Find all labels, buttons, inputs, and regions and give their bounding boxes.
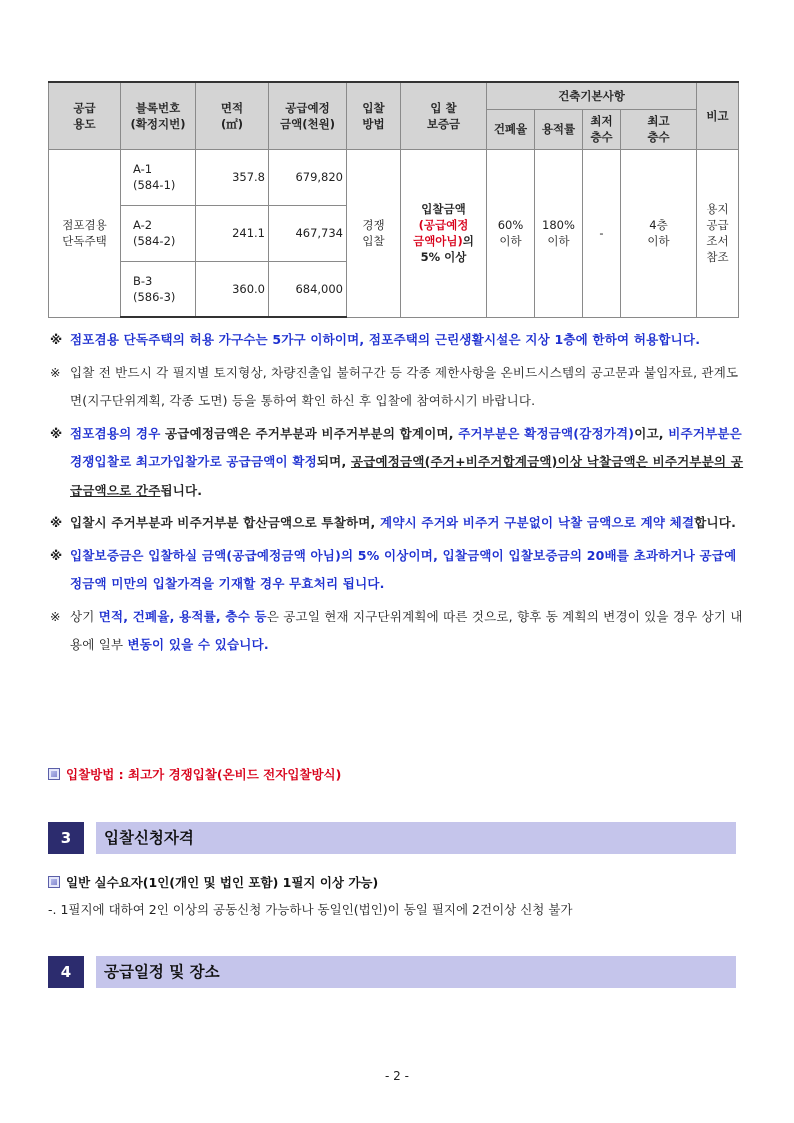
note-price-composition bbox=[48, 420, 748, 506]
deposit-red: (공급예정 금액아님) bbox=[413, 218, 469, 248]
note-text: 면적, 건폐율, 용적률, 층수 등 bbox=[98, 608, 267, 624]
cell-use: 점포겸용 단독주택 bbox=[49, 149, 121, 317]
eligibility-note: -. 1필지에 대하여 2인 이상의 공동신청 가능하나 동일인(법인)이 동일 필지에 2건이상 신청 불가 bbox=[48, 902, 573, 917]
note-changes bbox=[48, 603, 748, 660]
note-text: 공급예정금액(주거+비주거합계금액)이상 낙찰금액은 비주거부분의 공급금액으로 간주 bbox=[70, 454, 744, 498]
note-text: 점포겸용 단독주택의 허용 가구수는 5가구 이하이며, 점포주택의 근린생활시설은 지상 1층에 한하여 허용합니다. bbox=[70, 332, 701, 347]
cell-price: 679,820 bbox=[269, 149, 347, 205]
header-method: 입찰 방법 bbox=[347, 82, 401, 149]
cell-min-floors: - bbox=[583, 149, 621, 317]
note-text: 입찰시 주거부분과 비주거부분 합산금액으로 투찰하며, bbox=[70, 515, 381, 530]
section-number: 3 bbox=[48, 822, 84, 854]
section-title: 입찰신청자격 bbox=[96, 822, 736, 854]
header-coverage: 건폐율 bbox=[487, 109, 535, 149]
note-household-limit bbox=[48, 326, 748, 355]
page-number: - 2 - bbox=[385, 1069, 409, 1083]
deposit-suffix: 의 bbox=[462, 234, 474, 248]
cell-far: 180% 이하 bbox=[535, 149, 583, 317]
note-text: 되며, bbox=[316, 454, 351, 469]
note-bid-total bbox=[48, 509, 748, 538]
header-deposit: 입 찰 보증금 bbox=[401, 82, 487, 149]
square-bullet-icon bbox=[48, 768, 60, 780]
note-text: 점포겸용의 경우 bbox=[70, 425, 161, 441]
cell-method: 경쟁 입찰 bbox=[347, 149, 401, 317]
section-4-heading bbox=[48, 956, 736, 988]
header-price: 공급예정 금액(천원) bbox=[269, 82, 347, 149]
deposit-line1: 입찰금액 bbox=[421, 202, 466, 216]
cell-block: B-3 (586-3) bbox=[121, 261, 196, 317]
note-text: 입찰 전 반드시 각 필지별 토지형상, 차량진출입 불허구간 등 각종 제한사항을 온비드시스템의 공고문과 붙임자료, 관계도면(지구단위계획, 각종 도면) 등을 통하여 확인 하신 후 입찰에 참여하시기 바랍니다. bbox=[70, 364, 739, 408]
header-block: 블록번호 (확정지번) bbox=[121, 82, 196, 149]
note-mark: ※ bbox=[50, 364, 61, 380]
note-text: 됩니다. bbox=[160, 482, 203, 498]
section-title: 공급일정 및 장소 bbox=[96, 956, 736, 988]
cell-block: A-2 (584-2) bbox=[121, 205, 196, 261]
note-text: 공급예정금액은 주거부분과 비주거부분의 합계이며, bbox=[160, 425, 459, 441]
header-max-floors: 최고 층수 bbox=[621, 109, 697, 149]
supply-table bbox=[48, 81, 739, 318]
header-area: 면적 (㎡) bbox=[196, 82, 269, 149]
cell-price: 684,000 bbox=[269, 261, 347, 317]
cell-price: 467,734 bbox=[269, 205, 347, 261]
note-restrictions bbox=[48, 359, 748, 416]
note-text: 주거부분은 확정금액(감정가격) bbox=[458, 425, 635, 441]
header-min-floors: 최저 층수 bbox=[583, 109, 621, 149]
header-building-group: 건축기본사항 bbox=[487, 82, 697, 109]
square-bullet-icon bbox=[48, 876, 60, 888]
eligibility-title bbox=[48, 874, 378, 892]
note-text: 은 공고일 현재 지구단위계획에 따른 것으로, 향후 동 계획의 변경이 있을 경우 상기 내용에 일부 bbox=[70, 608, 743, 652]
note-text: 변동이 있을 수 있습니다. bbox=[127, 637, 269, 652]
header-remarks: 비고 bbox=[697, 82, 739, 149]
section-3-heading bbox=[48, 822, 736, 854]
eligibility-title-text: 일반 실수요자(1인(개인 및 법인 포함) 1필지 이상 가능) bbox=[66, 875, 379, 890]
note-text: 입찰보증금은 입찰하실 금액(공급예정금액 아님)의 5% 이상이며, 입찰금액이 입찰보증금의 20배를 초과하거나 공급예정금액 미만의 입찰가격을 기재할 경우 무효처리 됩니다. bbox=[70, 547, 737, 591]
note-mark: ※ bbox=[50, 608, 61, 624]
note-mark: ※ bbox=[50, 547, 63, 563]
note-text: 합니다. bbox=[694, 515, 737, 530]
cell-remarks: 용지 공급 조서 참조 bbox=[697, 149, 739, 317]
note-text: 계약시 주거와 비주거 구분없이 낙찰 금액으로 계약 체결 bbox=[380, 515, 695, 530]
cell-block: A-1 (584-1) bbox=[121, 149, 196, 205]
bid-method bbox=[48, 766, 341, 784]
note-mark: ※ bbox=[50, 515, 63, 530]
cell-deposit bbox=[401, 149, 487, 317]
header-use: 공급 용도 bbox=[49, 82, 121, 149]
cell-area: 360.0 bbox=[196, 261, 269, 317]
note-mark: ※ bbox=[50, 332, 63, 347]
bid-method-text: 입찰방법 : 최고가 경쟁입찰(온비드 전자입찰방식) bbox=[66, 767, 342, 782]
note-text: 이고, bbox=[634, 425, 669, 441]
note-text: 비주거부분은 경쟁입찰로 최고가입찰가로 공급금액이 확정 bbox=[70, 425, 742, 469]
deposit-line3: 5% 이상 bbox=[420, 250, 467, 264]
note-deposit bbox=[48, 542, 748, 599]
cell-max-floors: 4층 이하 bbox=[621, 149, 697, 317]
cell-coverage: 60% 이하 bbox=[487, 149, 535, 317]
cell-area: 357.8 bbox=[196, 149, 269, 205]
section-number: 4 bbox=[48, 956, 84, 988]
cell-area: 241.1 bbox=[196, 205, 269, 261]
header-far: 용적률 bbox=[535, 109, 583, 149]
note-mark: ※ bbox=[50, 425, 63, 441]
note-text: 상기 bbox=[70, 608, 99, 624]
notes-list bbox=[48, 326, 748, 660]
